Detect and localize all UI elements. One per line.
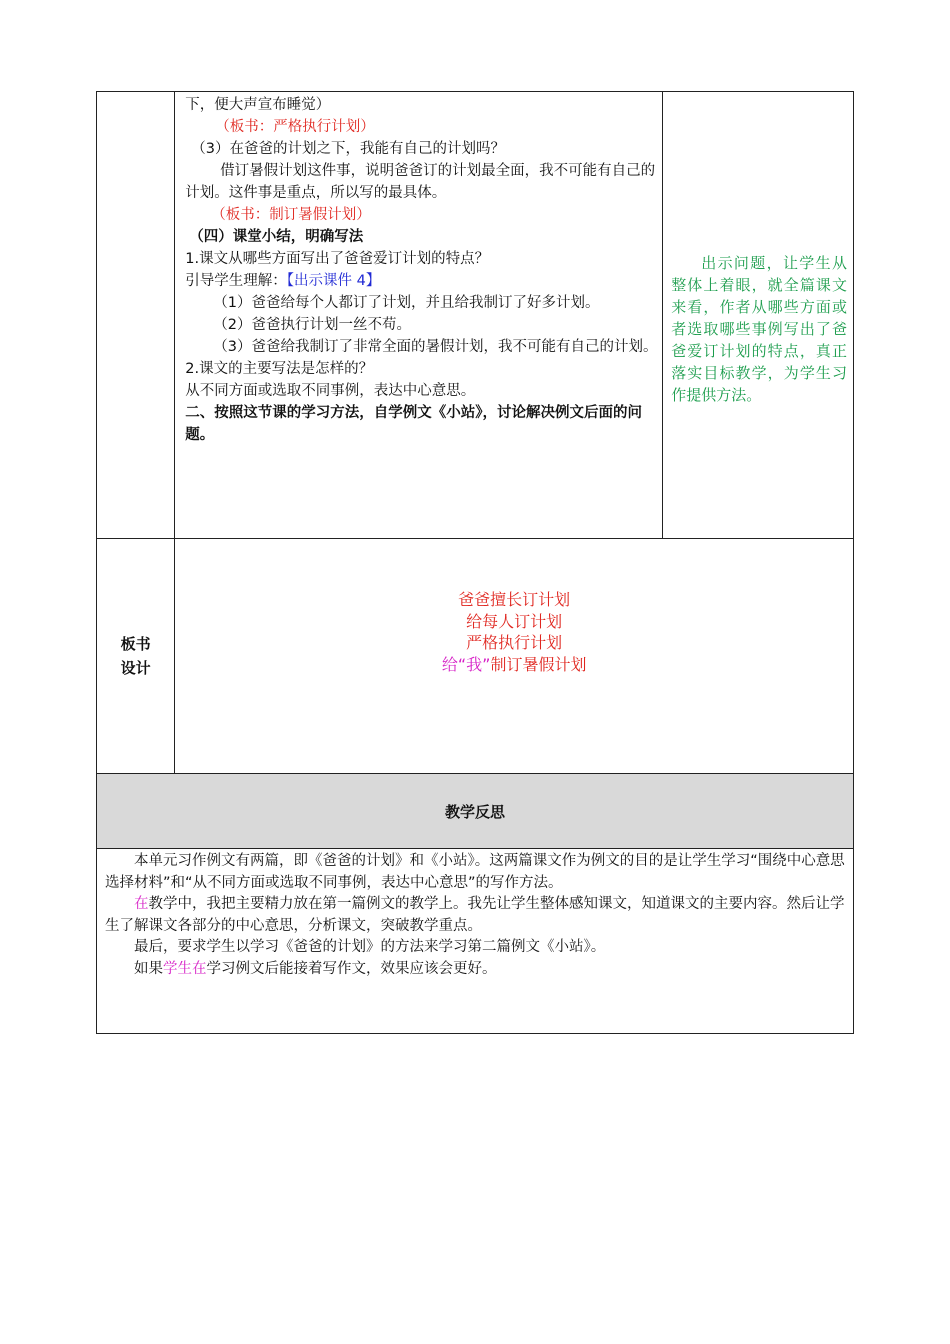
lesson-plan-page (96, 91, 854, 1034)
summary-answer-2: 从不同方面或选取不同事例，表达中心意思。 (185, 383, 476, 399)
question-3-answer: 借订暑假计划这件事，说明爸爸订的计划最全面，我不可能有自己的计划。这件事是重点，所以写的最具体。 (185, 163, 656, 201)
board-design-row (97, 539, 854, 774)
reflection-highlight: 学生在 (163, 960, 207, 977)
reflection-body (97, 849, 854, 1034)
board-design-content (175, 539, 854, 774)
point-1: （1）爸爸给每个人都订了计划，并且给我制订了好多计划。 (213, 295, 600, 311)
board-line (175, 654, 853, 676)
courseware-tag: 【出示课件 4】 (286, 273, 381, 289)
question-3: （3）在爸爸的计划之下，我能有自己的计划吗？ (191, 141, 506, 157)
reflection-paragraph: 本单元习作例文有两篇，即《爸爸的计划》和《小站》。这两篇课文作为例文的目的是让学生学习“围绕中心意思选择材料”和“从不同方面或选取不同事例，表达中心意思”的写作方法。 (105, 853, 845, 891)
board-line-prefix: 给“我” (441, 654, 491, 674)
design-intent-cell (663, 92, 854, 539)
reflection-paragraph: 最后，要求学生以学习《爸爸的计划》的方法来学习第二篇例文《小站》。 (134, 939, 606, 955)
reflection-paragraph (105, 959, 849, 981)
board-line: 给每人订计划 (466, 611, 563, 631)
reflection-text: 教学中，我把主要精力放在第一篇例文的教学上。我先让学生整体感知课文，知道课文的主要内容。然后让学生了解课文各部分的中心意思，分析课文，突破教学重点。 (105, 896, 845, 934)
guide-line (185, 270, 658, 292)
design-intent-note: 出示问题，让学生从整体上着眼，就全篇课文来看，作者从哪些方面或者选取哪些事例写出了爸爸爱订计划的特点，真正落实目标教学，为学生习作提供方法。 (671, 254, 847, 404)
summary-question-1: 1.课文从哪些方面写出了爸爸爱订计划的特点？ (185, 251, 490, 267)
reflection-paragraph (105, 894, 849, 937)
guide-text: 引导学生理解： (185, 273, 287, 289)
board-line: 爸爸擅长订计划 (458, 590, 571, 609)
reflection-highlight: 在 (134, 896, 149, 912)
reflection-body-row (97, 849, 854, 1034)
summary-question-2: 2.课文的主要写法是怎样的？ (185, 361, 374, 377)
point-2: （2）爸爸执行计划一丝不苟。 (213, 317, 412, 333)
board-line-rest: 制订暑假计划 (490, 654, 587, 674)
reflection-text: 如果 (134, 960, 163, 977)
empty-label-cell (97, 92, 175, 539)
board-note: （板书：严格执行计划） (215, 119, 375, 135)
reflection-header-row (97, 774, 854, 849)
lesson-plan-table (96, 91, 854, 1034)
section-heading: （四）课堂小结，明确写法 (189, 228, 364, 245)
board-design-label (97, 539, 175, 774)
board-label-line: 板书 (120, 635, 151, 653)
self-study-task: 二、按照这节课的学习方法，自学例文《小站》，讨论解决例文后面的问题。 (185, 404, 643, 443)
reflection-text: 学习例文后能接着写作文，效果应该会更好。 (206, 960, 497, 977)
board-note: （板书：制订暑假计划） (211, 207, 371, 223)
teaching-process-cell (175, 92, 663, 539)
board-label-line: 设计 (120, 659, 151, 677)
reflection-title: 教学反思 (97, 774, 854, 849)
board-line: 严格执行计划 (466, 633, 563, 652)
point-3: （3）爸爸给我制订了非常全面的暑假计划，我不可能有自己的计划。 (213, 339, 658, 355)
process-row (97, 92, 854, 539)
text-line: 下，便大声宣布睡觉） (185, 97, 331, 113)
